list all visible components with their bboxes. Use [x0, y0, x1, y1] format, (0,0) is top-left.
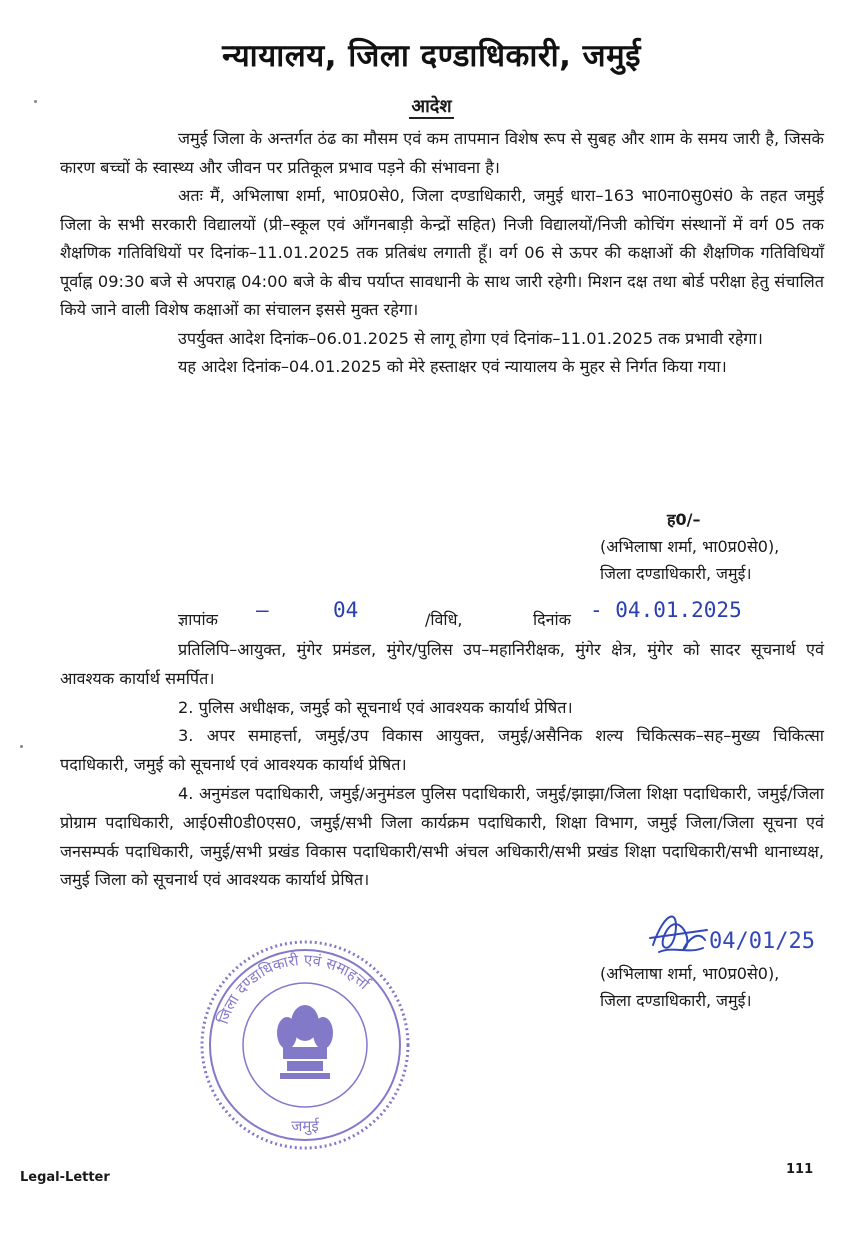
footer-label: Legal-Letter	[20, 1170, 110, 1185]
page-number: 111	[786, 1162, 814, 1177]
order-paragraph-3: उपर्युक्त आदेश दिनांक–06.01.2025 से लागू होगा एवं दिनांक–11.01.2025 तक प्रभावी रहेगा।	[178, 328, 763, 348]
distribution-item-2: 2. पुलिस अधीक्षक, जमुई को सूचनार्थ एवं आवश्यक कार्यार्थ प्रेषित।	[178, 697, 573, 717]
seal-bottom-text: जमुई	[291, 1117, 319, 1135]
order-paragraph-4: यह आदेश दिनांक–04.01.2025 को मेरे हस्ताक्षर एवं न्यायालय के मुहर से निर्गत किया गया।	[178, 357, 727, 376]
distribution-item-4: 4. अनुमंडल पदाधिकारी, जमुई/अनुमंडल पुलिस पदाधिकारी, जमुई/झाझा/जिला शिक्षा पदाधिकारी, जमुई/जिला प्रोग्राम पदाधिकारी, आई0सी0डी0एस0, जमुई/सभी जिला कार्यक्रम पदाधिकारी, शिक्षा विभाग, जमुई जिला/जिला सूचना एवं जनसम्पर्क पदाधिकारी, जमुई/सभी प्रखंड विकास पदाधिकारी/सभी अंचल अधिकारी/सभी प्रखंड शिक्षा पदाधिकारी/सभी थानाध्यक्ष, जमुई जिला को सूचनार्थ एवं आवश्यक कार्यार्थ प्रेषित।	[60, 783, 824, 890]
court-title: न्यायालय, जिला दण्डाधिकारी, जमुई	[222, 38, 641, 74]
distribution-item-3: 3. अपर समाहर्त्ता, जमुई/उप विकास आयुक्त, जमुई/असैनिक शल्य चिकित्सक–सह–मुख्य चिकित्सा पदाधिकारी, जमुई को सूचनार्थ एवं आवश्यक कार्यार्थ प्रेषित।	[60, 726, 824, 775]
official-seal	[195, 935, 415, 1155]
signature-date: 04/01/25	[709, 929, 815, 954]
signatory-designation-2: जिला दण्डाधिकारी, जमुई।	[600, 991, 752, 1010]
signed-mark: ह0/–	[667, 510, 701, 529]
signature-block-1	[600, 506, 840, 587]
scan-speck	[34, 100, 37, 103]
order-label	[0, 94, 863, 118]
distribution-list	[60, 636, 824, 895]
signatory-designation: जिला दण्डाधिकारी, जमुई।	[600, 564, 752, 583]
memo-line	[178, 598, 828, 630]
memo-number: 04	[333, 598, 359, 622]
order-paragraph-1: जमुई जिला के अन्तर्गत ठंढ का मौसम एवं कम तापमान विशेष रूप से सुबह और शाम के समय जारी है, जिसके कारण बच्चों के स्वास्थ्य और जीवन पर प्रतिकूल प्रभाव पड़ने की संभावना है।	[60, 129, 824, 177]
scan-speck	[20, 745, 23, 748]
memo-label: ज्ञापांक	[178, 610, 218, 629]
memo-date: - 04.01.2025	[590, 598, 742, 622]
signatory-name: (अभिलाषा शर्मा, भा0प्र0से0),	[600, 537, 780, 556]
order-label-text: आदेश	[411, 96, 452, 117]
order-paragraph-2: अतः मैं, अभिलाषा शर्मा, भा0प्र0से0, जिला दण्डाधिकारी, जमुई धारा–163 भा0ना0सु0सं0 के तहत जमुई जिला के सभी सरकारी विद्यालयों (प्री–स्कूल एवं आँगनबाड़ी केन्द्रों सहित) निजी विद्यालयों/निजी कोचिंग संस्थानों में वर्ग 05 तक शैक्षणिक गतिविधियों पर दिनांक–11.01.2025 तक प्रतिबंध लगाती हूँ। वर्ग 06 से ऊपर की कक्षाओं की शैक्षणिक गतिविधियाँ पूर्वाह्न 09:30 बजे से अपराह्न 04:00 बजे के बीच पर्याप्त सावधानी के साथ जारी रहेगी। मिशन दक्ष तथा बोर्ड परीक्षा हेतु संचालित किये जाने वाली विशेष कक्षाओं का संचालन इससे मुक्त रहेगा।	[60, 186, 824, 319]
distribution-item-1: प्रतिलिपि–आयुक्त, मुंगेर प्रमंडल, मुंगेर/पुलिस उप–महानिरीक्षक, मुंगेर क्षेत्र, मुंगेर को सादर सूचनार्थ एवं आवश्यक कार्यार्थ समर्पित।	[60, 640, 824, 688]
date-label: दिनांक	[533, 610, 571, 629]
signatory-name-2: (अभिलाषा शर्मा, भा0प्र0से0),	[600, 964, 780, 983]
order-body	[60, 125, 824, 382]
signature-block-2	[600, 960, 840, 1014]
seal-text: जिला दण्डाधिकारी एवं समाहर्त्ता	[213, 950, 374, 1027]
memo-dash: –	[256, 598, 269, 622]
section-label: /विधि,	[425, 610, 463, 629]
